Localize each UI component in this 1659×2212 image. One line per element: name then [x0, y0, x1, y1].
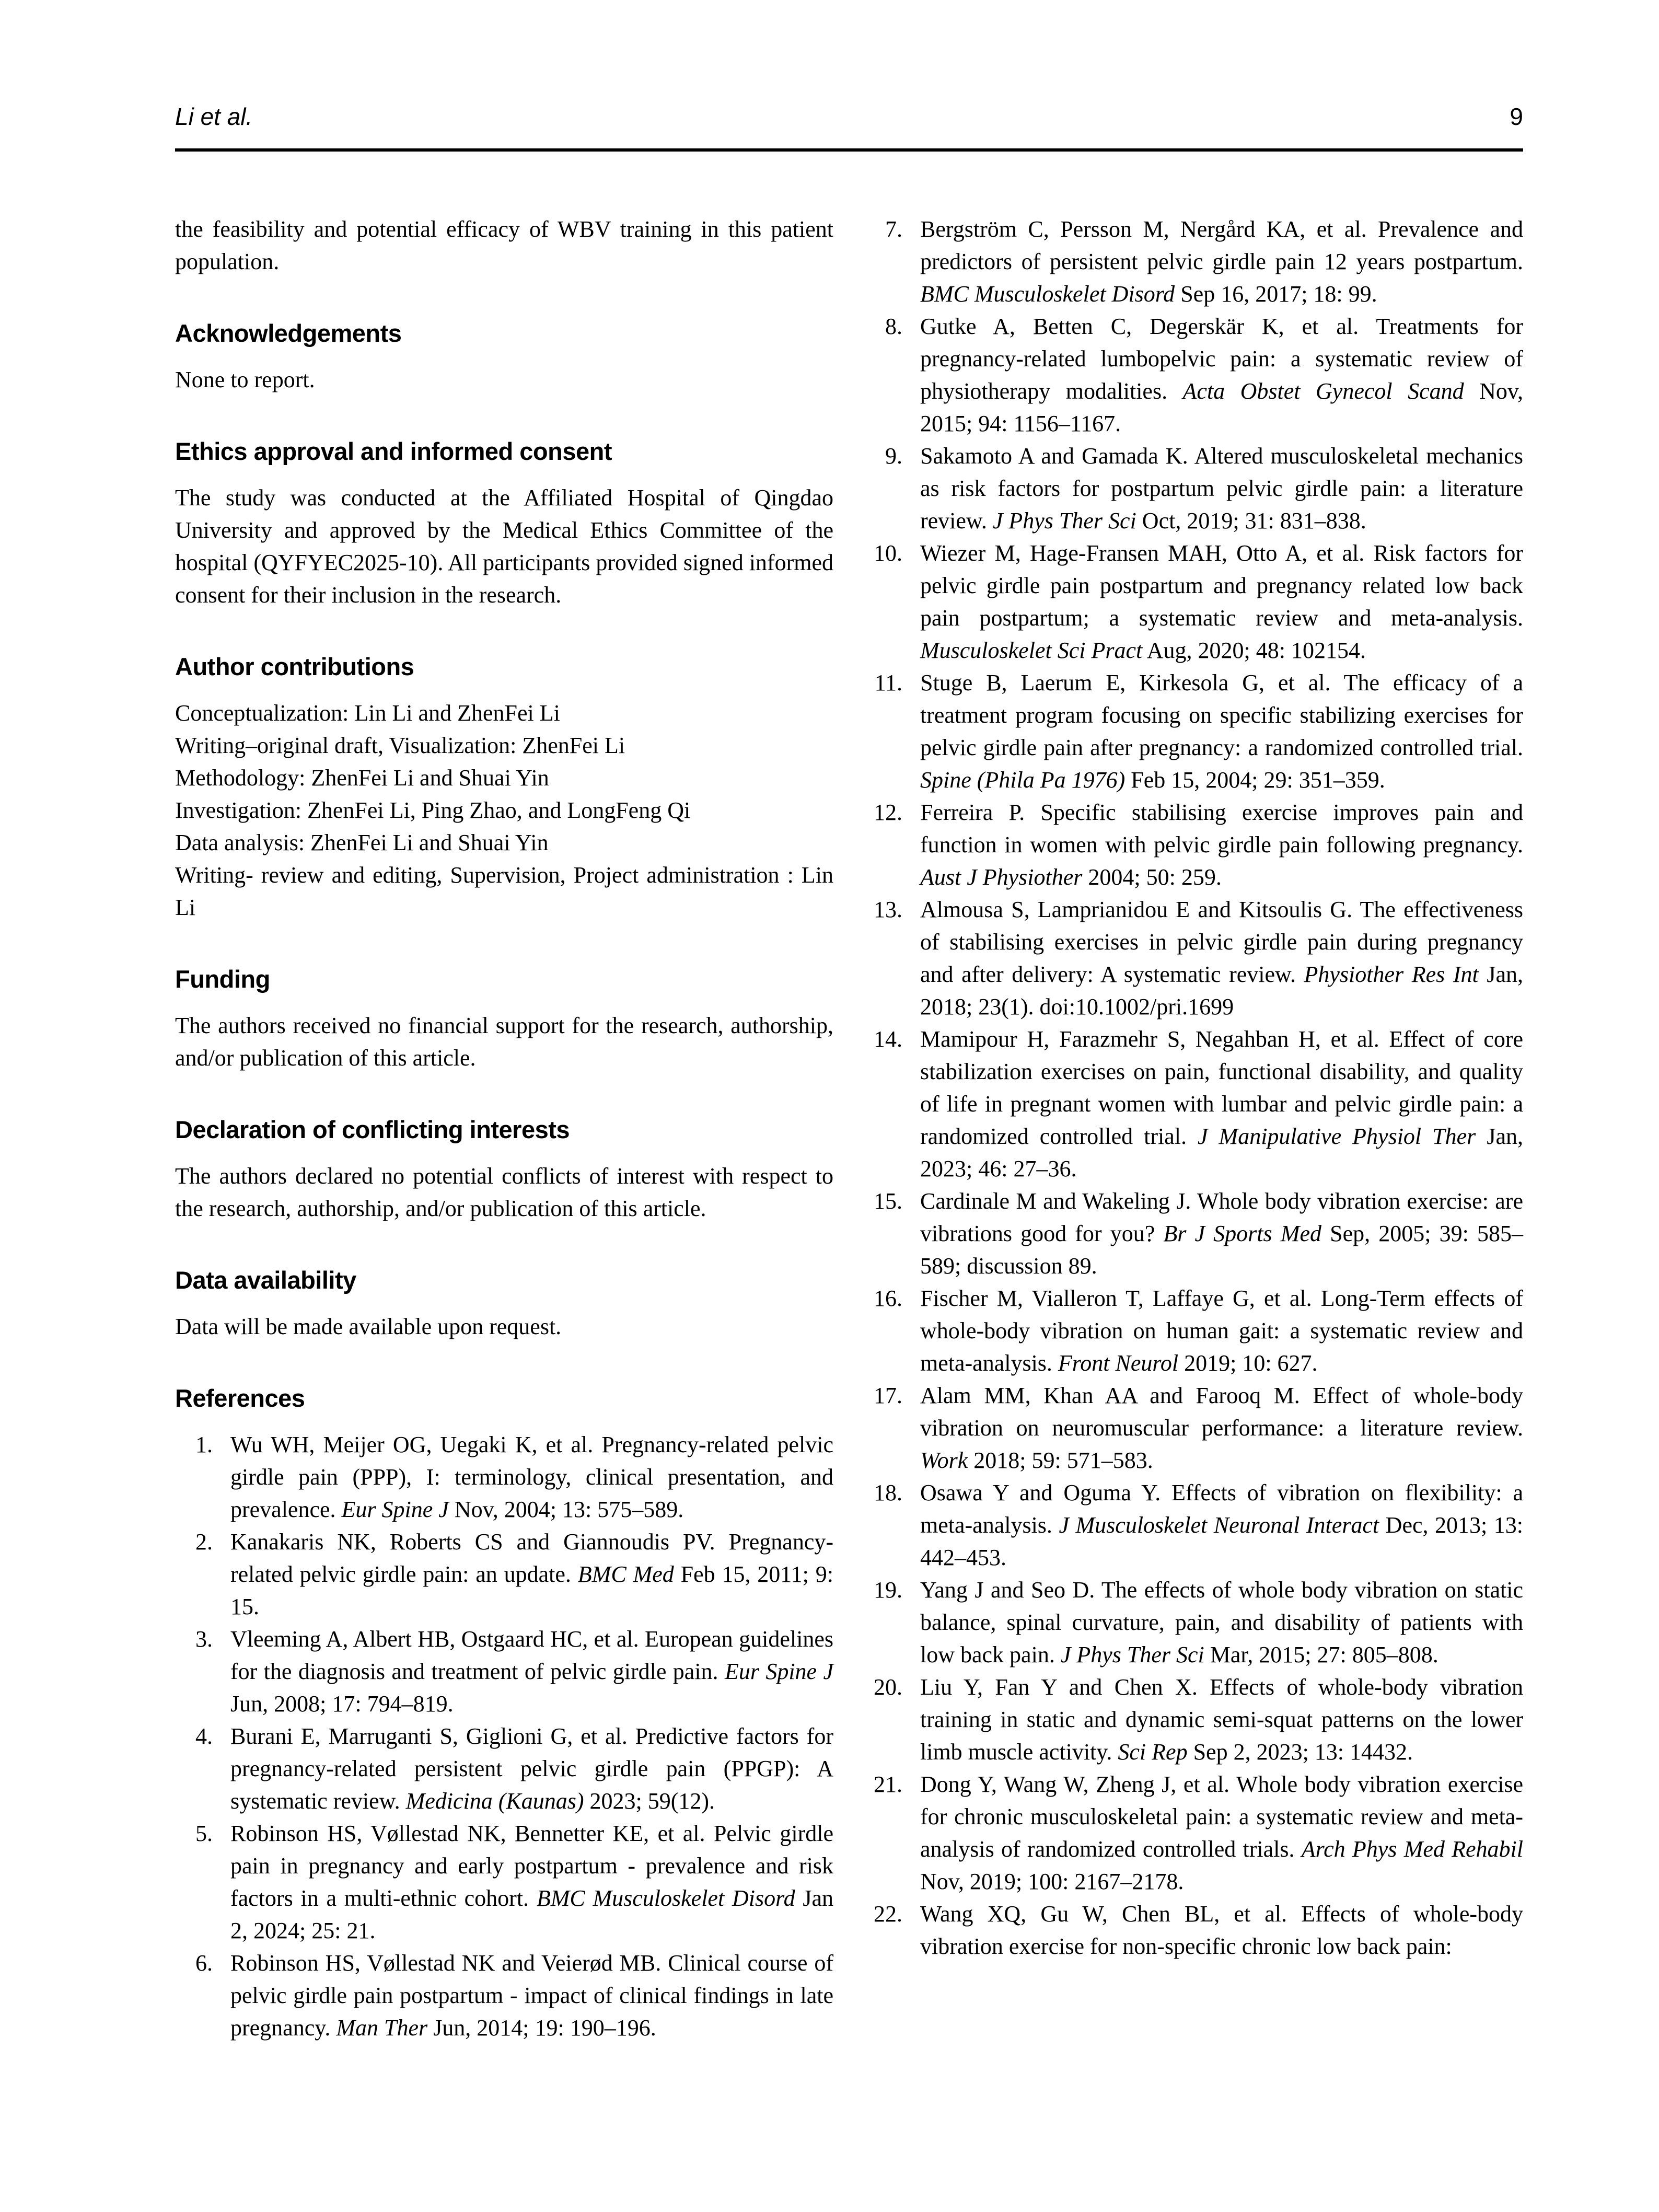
reference-segment: Almousa S, Lamprianidou E and Kitsoulis G. The effectiveness of stabilising exercises in pelvic girdle pain during pregnancy and after delivery: A systematic review. — [920, 897, 1523, 987]
reference-number: 20. — [874, 1674, 902, 1700]
reference-text — [920, 1577, 1523, 1667]
reference-item — [865, 1282, 1523, 1380]
reference-segment: Feb 15, 2011; 9: 15. — [230, 1561, 833, 1619]
reference-segment: Vleeming A, Albert HB, Ostgaard HC, et al. European guidelines for the diagnosis and treatment of pelvic girdle pain. — [230, 1626, 833, 1684]
reference-item — [175, 1947, 833, 2044]
reference-segment: Burani E, Marruganti S, Giglioni G, et al. Predictive factors for pregnancy-related persistent pelvic girdle pain (PPGP): A systematic review. — [230, 1723, 833, 1814]
section-paragraph-ethics-approval: The study was conducted at the Affiliated Hospital of Qingdao University and approved by the Medical Ethics Committee of the hospital (QYFYEC2025-10). All participants provided signed informed consent for their inclusion in the research. — [175, 485, 833, 608]
reference-item — [865, 537, 1523, 667]
reference-item — [865, 440, 1523, 537]
reference-number: 9. — [885, 443, 902, 469]
section-heading-data-availability: Data availability — [175, 1266, 356, 1294]
reference-number: 15. — [874, 1188, 902, 1214]
journal-name: BMC Musculoskelet Disord — [536, 1885, 795, 1911]
reference-segment: Sep 16, 2017; 18: 99. — [1175, 281, 1377, 307]
reference-number: 10. — [874, 540, 902, 566]
reference-segment: Robinson HS, Vøllestad NK and Veierød MB. Clinical course of pelvic girdle pain postpartum - impact of clinical findings in late pregnancy. — [230, 1950, 833, 2041]
reference-segment: 2019; 10: 627. — [1178, 1350, 1318, 1376]
journal-name: J Phys Ther Sci — [992, 508, 1136, 534]
reference-item — [865, 310, 1523, 440]
reference-segment: Wang XQ, Gu W, Chen BL, et al. Effects of whole-body vibration exercise for non-specific chronic low back pain: — [920, 1901, 1523, 1959]
journal-name: Spine (Phila Pa 1976) — [920, 767, 1126, 793]
journal-name: Eur Spine J — [724, 1659, 833, 1684]
reference-text — [230, 1529, 833, 1619]
reference-segment: Ferreira P. Specific stabilising exercise improves pain and function in women with pelvic girdle pain following pregnancy. — [920, 800, 1523, 858]
reference-item — [865, 894, 1523, 1023]
reference-segment: Gutke A, Betten C, Degerskär K, et al. Treatments for pregnancy-related lumbopelvic pain: a systematic review of physiotherapy modalities. — [920, 314, 1523, 404]
reference-segment: Alam MM, Khan AA and Farooq M. Effect of whole-body vibration on neuromuscular performance: a literature review. — [920, 1383, 1523, 1441]
journal-name: J Phys Ther Sci — [1060, 1642, 1204, 1667]
reference-segment: Oct, 2019; 31: 831–838. — [1136, 508, 1366, 534]
journal-name: Sci Rep — [1118, 1739, 1188, 1765]
reference-segment: Liu Y, Fan Y and Chen X. Effects of whole-body vibration training in static and dynamic semi-squat patterns on the lower limb muscle activity. — [920, 1674, 1523, 1765]
reference-segment: Jan, 2018; 23(1). doi:10.1002/pri.1699 — [920, 962, 1523, 1020]
intro-paragraph: the feasibility and potential efficacy of WBV training in this patient population. — [175, 216, 833, 274]
reference-item — [865, 1477, 1523, 1574]
reference-item — [865, 1023, 1523, 1185]
reference-number: 8. — [885, 314, 902, 339]
reference-number: 5. — [195, 1821, 213, 1846]
reference-text — [920, 540, 1523, 663]
reference-segment: Mamipour H, Farazmehr S, Negahban H, et al. Effect of core stabilization exercises on pain, functional disability, and quality of life in pregnant women with lumbar and pelvic girdle pain: a randomized controlled trial. — [920, 1026, 1523, 1149]
reference-item — [175, 1526, 833, 1623]
journal-name: BMC Musculoskelet Disord — [920, 281, 1175, 307]
journal-name: Br J Sports Med — [1163, 1221, 1321, 1246]
section-paragraph-author-contributions: Data analysis: ZhenFei Li and Shuai Yin — [175, 830, 549, 855]
reference-number: 13. — [874, 897, 902, 922]
right-column — [865, 213, 1523, 2044]
reference-segment: Mar, 2015; 27: 805–808. — [1204, 1642, 1438, 1667]
running-head-authors: Li et al. — [175, 103, 253, 130]
reference-item — [175, 1623, 833, 1720]
reference-segment: Yang J and Seo D. The effects of whole body vibration on static balance, spinal curvature, pain, and disability of patients with low back pain. — [920, 1577, 1523, 1667]
reference-text — [920, 1383, 1523, 1473]
reference-segment: Jan, 2023; 46: 27–36. — [920, 1124, 1523, 1182]
reference-text — [920, 216, 1523, 307]
reference-item — [865, 1380, 1523, 1477]
reference-item — [175, 1720, 833, 1817]
section-paragraph-acknowledgements: None to report. — [175, 367, 315, 392]
reference-item — [865, 1671, 1523, 1768]
journal-name: Acta Obstet Gynecol Scand — [1182, 378, 1464, 404]
section-paragraph-author-contributions: Methodology: ZhenFei Li and Shuai Yin — [175, 765, 549, 791]
reference-number: 2. — [195, 1529, 213, 1555]
two-column-body — [175, 213, 1523, 2044]
reference-number: 22. — [874, 1901, 902, 1927]
reference-segment: Jun, 2014; 19: 190–196. — [427, 2015, 656, 2041]
reference-number: 21. — [874, 1771, 902, 1797]
reference-segment: Cardinale M and Wakeling J. Whole body vibration exercise: are vibrations good for you? — [920, 1188, 1523, 1246]
journal-name: Aust J Physiother — [920, 864, 1083, 890]
reference-number: 11. — [874, 670, 902, 696]
reference-segment: Sep 2, 2023; 13: 14432. — [1187, 1739, 1413, 1765]
reference-text — [920, 1188, 1523, 1279]
journal-name: J Musculoskelet Neuronal Interact — [1059, 1512, 1379, 1538]
reference-number: 17. — [874, 1383, 902, 1408]
reference-number: 4. — [195, 1723, 213, 1749]
section-paragraph-data-availability: Data will be made available upon request. — [175, 1314, 562, 1339]
reference-segment: Wu WH, Meijer OG, Uegaki K, et al. Pregnancy-related pelvic girdle pain (PPP), I: terminology, clinical presentation, and prevalence. — [230, 1432, 833, 1522]
reference-segment: Sep, 2005; 39: 585–589; discussion 89. — [920, 1221, 1523, 1279]
reference-segment: Jun, 2008; 17: 794–819. — [230, 1691, 454, 1717]
journal-name: Musculoskelet Sci Pract — [920, 638, 1143, 663]
header-rule — [175, 148, 1523, 152]
reference-segment: Aug, 2020; 48: 102154. — [1142, 638, 1366, 663]
left-column — [175, 213, 833, 2044]
reference-item — [865, 1185, 1523, 1282]
reference-segment: Wiezer M, Hage-Fransen MAH, Otto A, et al. Risk factors for pelvic girdle pain postpartum and pregnancy related low back pain postpartum; a systematic review and meta-analysis. — [920, 540, 1523, 631]
section-paragraph-author-contributions: Writing- review and editing, Supervision, Project administration : Lin Li — [175, 862, 833, 920]
references-list-left — [175, 1429, 833, 2044]
reference-segment: Fischer M, Vialleron T, Laffaye G, et al. Long-Term effects of whole-body vibration on human gait: a systematic review and meta-analysis. — [920, 1285, 1523, 1376]
reference-text — [920, 443, 1523, 534]
reference-text — [230, 1723, 833, 1814]
journal-name: Front Neurol — [1058, 1350, 1179, 1376]
reference-segment: Osawa Y and Oguma Y. Effects of vibration on flexibility: a meta-analysis. — [920, 1480, 1523, 1538]
reference-segment: Robinson HS, Vøllestad NK, Bennetter KE, et al. Pelvic girdle pain in pregnancy and early postpartum - prevalence and risk factors in a multi-ethnic cohort. — [230, 1821, 833, 1911]
reference-segment: Jan 2, 2024; 25: 21. — [230, 1885, 833, 1943]
references-list-right — [865, 213, 1523, 1963]
section-paragraph-funding: The authors received no financial support for the research, authorship, and/or publication of this article. — [175, 1013, 833, 1071]
reference-number: 16. — [874, 1285, 902, 1311]
reference-segment: Nov, 2015; 94: 1156–1167. — [920, 378, 1524, 436]
section-heading-conflicting-interests: Declaration of conflicting interests — [175, 1116, 570, 1143]
journal-name: Eur Spine J — [341, 1497, 449, 1522]
section-heading-acknowledgements: Acknowledgements — [175, 319, 402, 347]
reference-segment: Sakamoto A and Gamada K. Altered musculoskeletal mechanics as risk factors for postpartum pelvic girdle pain: a literature review. — [920, 443, 1523, 534]
reference-number: 1. — [195, 1432, 213, 1457]
section-heading-funding: Funding — [175, 965, 270, 993]
reference-text — [920, 800, 1523, 890]
reference-text — [230, 1432, 833, 1522]
reference-text — [920, 897, 1523, 1020]
section-heading-ethics-approval: Ethics approval and informed consent — [175, 437, 612, 465]
reference-text — [920, 1480, 1523, 1570]
reference-number: 7. — [885, 216, 902, 242]
reference-number: 14. — [874, 1026, 902, 1052]
reference-item — [175, 1817, 833, 1947]
section-paragraph-author-contributions: Conceptualization: Lin Li and ZhenFei Li — [175, 700, 560, 726]
reference-text — [920, 314, 1523, 436]
reference-number: 19. — [874, 1577, 902, 1603]
running-header — [175, 102, 1523, 131]
reference-item — [865, 1898, 1523, 1963]
reference-text — [230, 1821, 833, 1943]
section-paragraph-author-contributions: Investigation: ZhenFei Li, Ping Zhao, and LongFeng Qi — [175, 797, 691, 823]
reference-segment: 2018; 59: 571–583. — [968, 1447, 1153, 1473]
section-paragraph-author-contributions: Writing–original draft, Visualization: ZhenFei Li — [175, 733, 625, 758]
section-paragraph-conflicting-interests: The authors declared no potential conflicts of interest with respect to the research, authorship, and/or publication of this article. — [175, 1163, 833, 1221]
page-number: 9 — [1510, 103, 1523, 130]
reference-text — [920, 1901, 1523, 1959]
reference-segment: Nov, 2004; 13: 575–589. — [448, 1497, 684, 1522]
journal-name: Physiother Res Int — [1304, 962, 1479, 987]
reference-item — [865, 667, 1523, 796]
reference-item — [865, 1768, 1523, 1898]
reference-segment: Feb 15, 2004; 29: 351–359. — [1125, 767, 1385, 793]
reference-number: 3. — [195, 1626, 213, 1652]
reference-text — [920, 1674, 1523, 1765]
reference-text — [920, 670, 1523, 793]
reference-segment: Nov, 2019; 100: 2167–2178. — [920, 1869, 1184, 1894]
journal-name: Man Ther — [336, 2015, 428, 2041]
journal-name: Medicina (Kaunas) — [405, 1788, 584, 1814]
reference-segment: Dong Y, Wang W, Zheng J, et al. Whole body vibration exercise for chronic musculoskeletal pain: a systematic review and meta-analysis of randomized controlled trials. — [920, 1771, 1523, 1862]
back-matter-sections — [175, 319, 833, 1343]
reference-number: 12. — [874, 800, 902, 825]
reference-segment: Dec, 2013; 13: 442–453. — [920, 1512, 1524, 1570]
reference-text — [920, 1285, 1523, 1376]
reference-number: 18. — [874, 1480, 902, 1505]
reference-item — [865, 796, 1523, 894]
reference-segment: Stuge B, Laerum E, Kirkesola G, et al. The efficacy of a treatment program focusing on specific stabilizing exercises for pelvic girdle pain after pregnancy: a randomized controlled trial. — [920, 670, 1523, 760]
journal-name: J Manipulative Physiol Ther — [1198, 1124, 1476, 1149]
reference-item — [175, 1429, 833, 1526]
reference-segment: 2004; 50: 259. — [1082, 864, 1222, 890]
journal-name: Work — [920, 1447, 968, 1473]
section-heading-author-contributions: Author contributions — [175, 653, 414, 680]
reference-text — [230, 1950, 833, 2041]
reference-text — [230, 1626, 833, 1717]
reference-segment: Bergström C, Persson M, Nergård KA, et al. Prevalence and predictors of persistent pelvic girdle pain 12 years postpartum. — [920, 216, 1523, 274]
journal-name: Arch Phys Med Rehabil — [1301, 1836, 1523, 1862]
reference-segment: 2023; 59(12). — [584, 1788, 715, 1814]
reference-text — [920, 1771, 1523, 1894]
reference-segment: Kanakaris NK, Roberts CS and Giannoudis PV. Pregnancy-related pelvic girdle pain: an update. — [230, 1529, 833, 1587]
reference-text — [920, 1026, 1523, 1182]
journal-name: BMC Med — [577, 1561, 674, 1587]
reference-item — [865, 1574, 1523, 1671]
reference-item — [865, 213, 1523, 310]
references-heading: References — [175, 1384, 305, 1412]
reference-number: 6. — [195, 1950, 213, 1976]
